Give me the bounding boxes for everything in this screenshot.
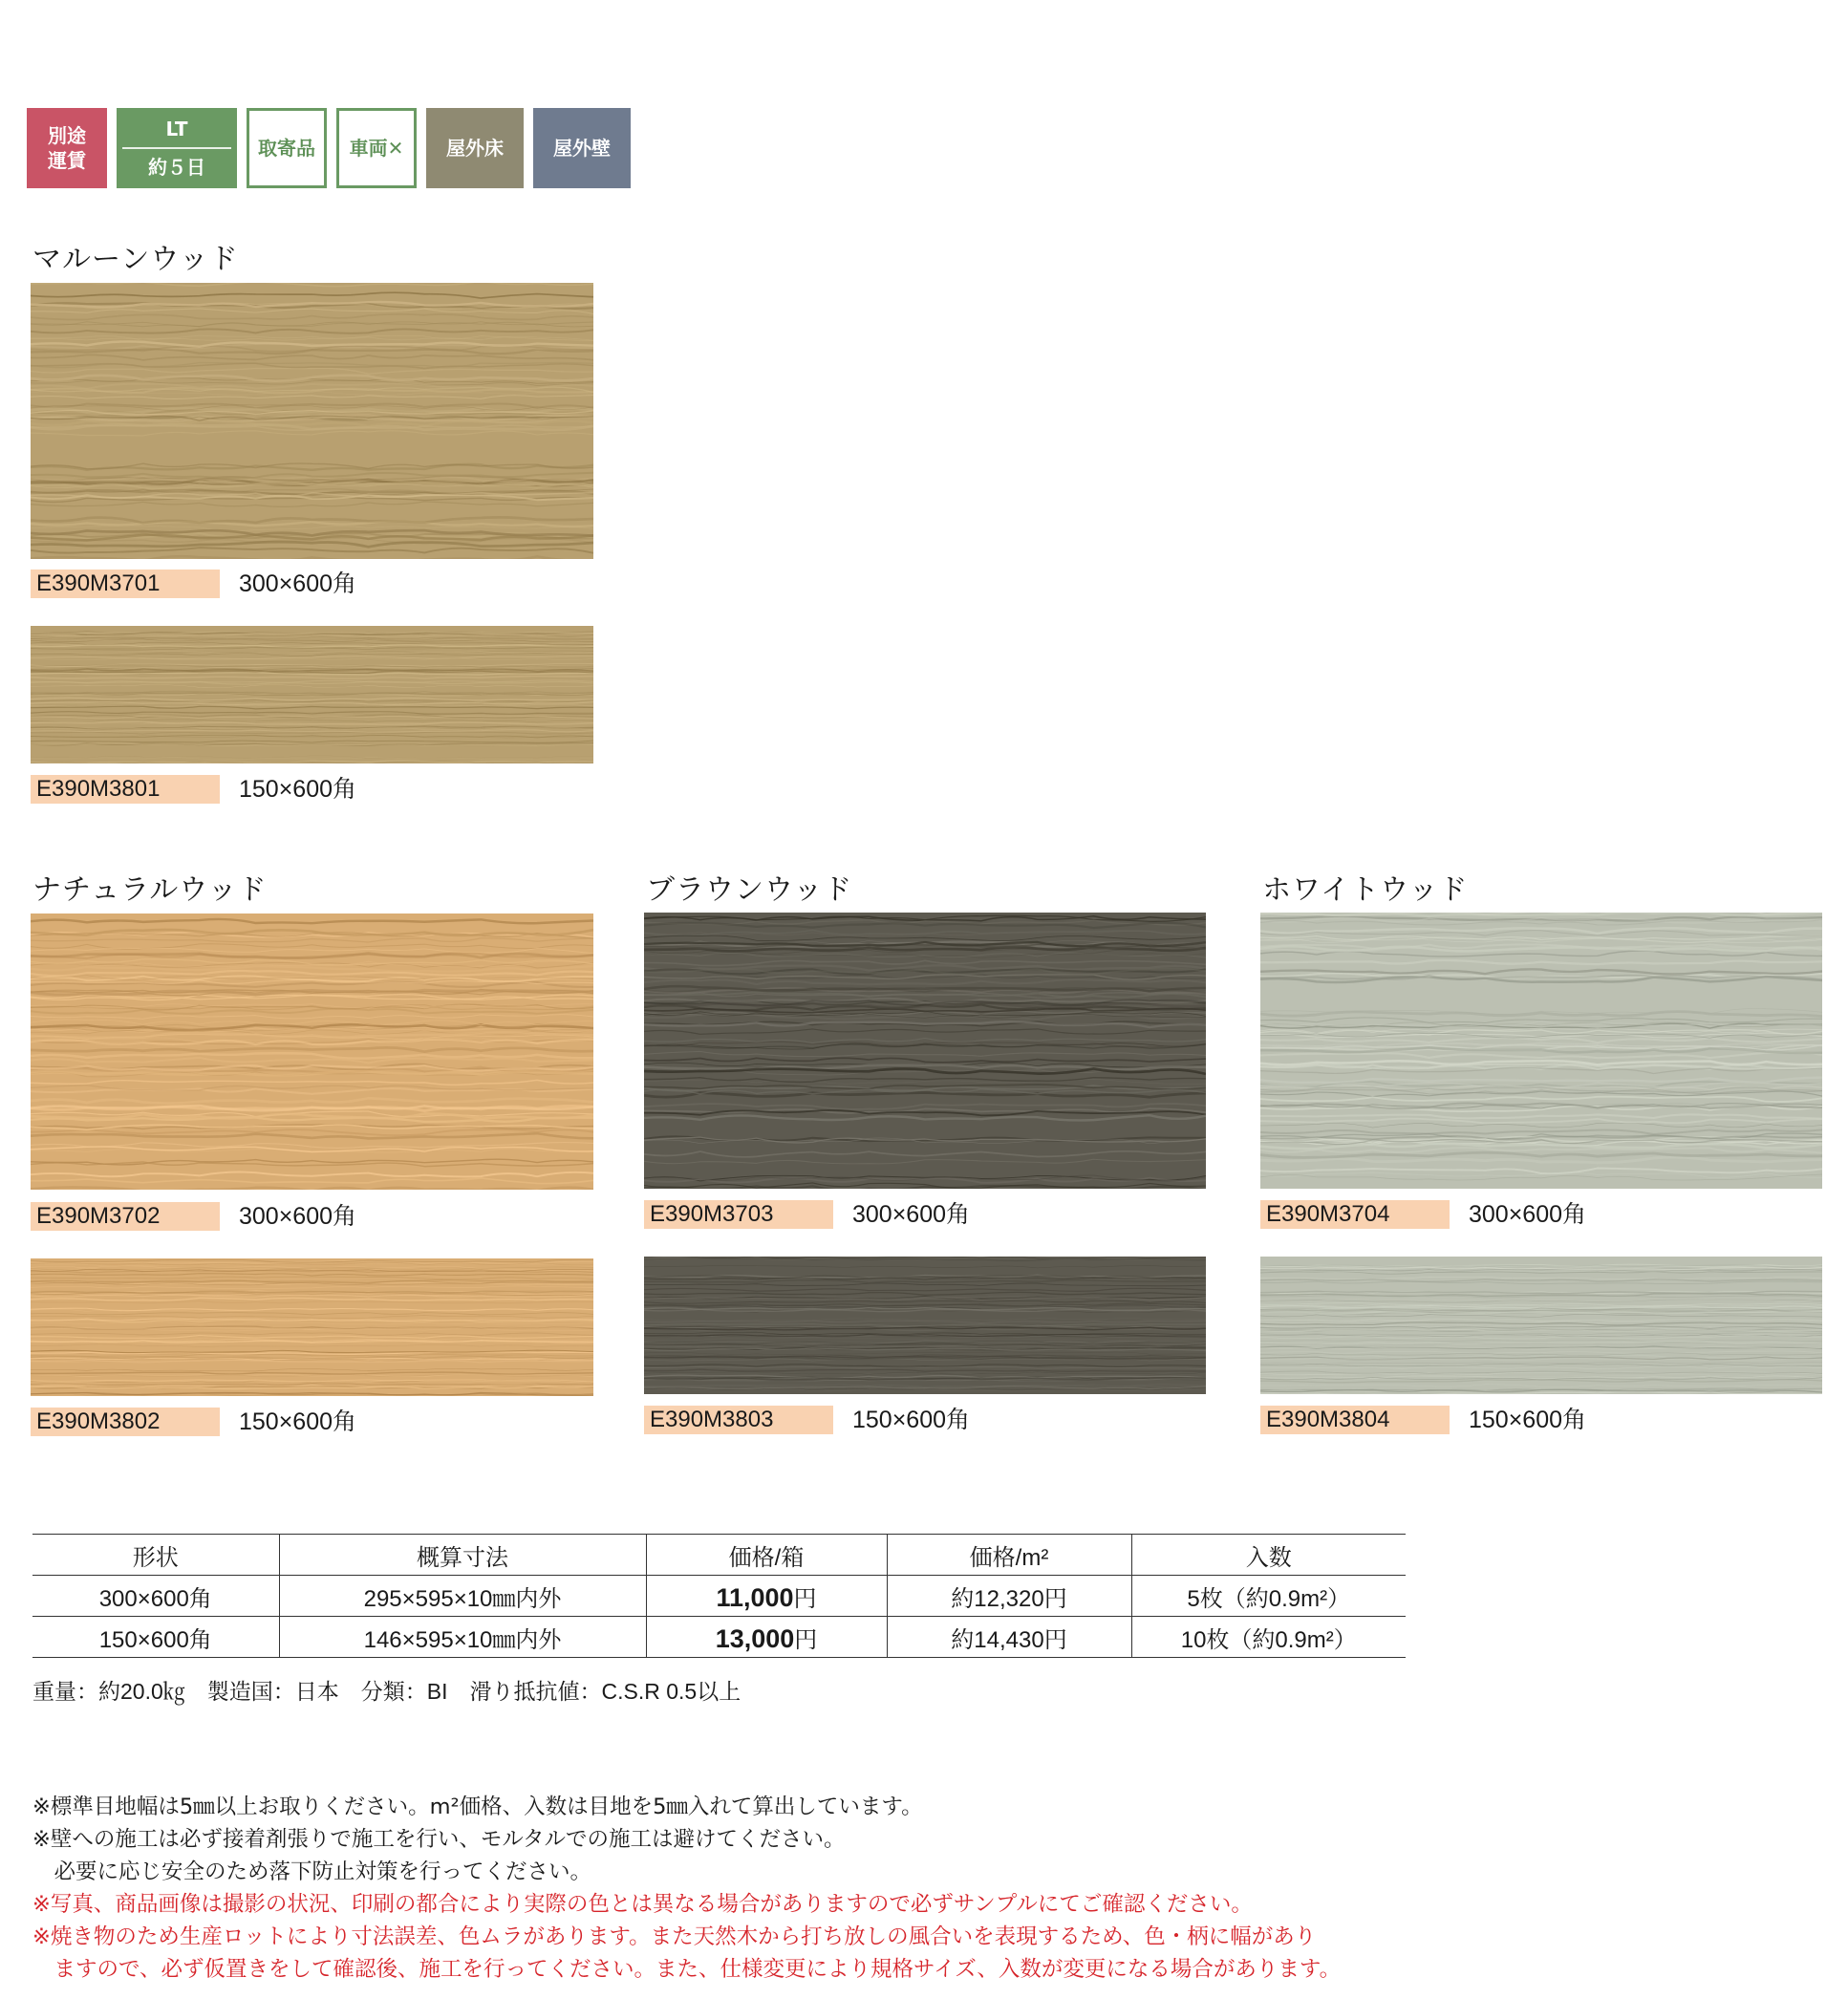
table-row <box>32 1617 1406 1658</box>
warning-line: ※写真、商品画像は撮影の状況、印刷の都合により実際の色とは異なる場合がありますので必ずサンプルにてご確認ください。 <box>32 1892 1253 1917</box>
series-title-white: ホワイトウッド <box>1262 873 1469 907</box>
product-size: 150×600角 <box>852 1407 971 1433</box>
product-code: E390M3701 <box>31 570 220 598</box>
cell-shape: 300×600角 <box>32 1576 279 1617</box>
product-size: 150×600角 <box>239 776 357 803</box>
wood-grain <box>644 1257 1206 1394</box>
product-code: E390M3702 <box>31 1202 220 1231</box>
wood-grain <box>31 283 593 559</box>
badge-order-item: 取寄品 <box>247 108 327 188</box>
cell-quantity: 10枚（約0.9m²） <box>1131 1617 1406 1658</box>
product-code: E390M3704 <box>1260 1200 1450 1229</box>
product-size: 300×600角 <box>1469 1201 1587 1228</box>
tile-image-brown-small <box>644 1257 1206 1394</box>
badge-text: 別途 <box>48 124 86 147</box>
badge-lead-time <box>117 108 237 188</box>
spec-line: 重量：約20.0㎏ 製造国：日本 分類：BI 滑り抵抗値：C.S.R 0.5以上 <box>32 1679 741 1704</box>
note-line: ※標準目地幅は5㎜以上お取りください。m²価格、入数は目地を5㎜入れて算出しています。 <box>32 1795 923 1819</box>
cell-price-box <box>646 1617 887 1658</box>
cell-price-m2: 約12,320円 <box>887 1576 1131 1617</box>
tile-image-white-large <box>1260 913 1822 1189</box>
product-size: 300×600角 <box>852 1201 971 1228</box>
product-size: 150×600角 <box>1469 1407 1587 1433</box>
cell-price-m2: 約14,430円 <box>887 1617 1131 1658</box>
badge-no-vehicle: 車両✕ <box>336 108 417 188</box>
wood-grain <box>31 1258 593 1396</box>
badge-separate-shipping <box>27 108 107 188</box>
product-code: E390M3801 <box>31 775 220 804</box>
spec-table <box>32 1534 1406 1658</box>
header-price-m2: 価格/m² <box>887 1535 1131 1576</box>
product-size: 300×600角 <box>239 570 357 597</box>
series-title-maroon: マルーンウッド <box>32 243 239 276</box>
wood-grain <box>31 914 593 1190</box>
tile-image-maroon-large <box>31 283 593 559</box>
price-unit: 円 <box>793 1585 817 1612</box>
wood-grain <box>1260 1257 1822 1394</box>
table-row <box>32 1576 1406 1617</box>
product-code: E390M3804 <box>1260 1406 1450 1434</box>
warning-line: ますので、必ず仮置きをして確認後、施工を行ってください。また、仕様変更により規格サイズ、入数が変更になる場合があります。 <box>32 1957 1342 1982</box>
badge-outdoor-floor: 屋外床 <box>426 108 524 188</box>
product-code: E390M3703 <box>644 1200 833 1229</box>
product-size: 150×600角 <box>239 1408 357 1435</box>
badge-outdoor-wall: 屋外壁 <box>533 108 631 188</box>
wood-grain <box>31 626 593 763</box>
warning-line: ※焼き物のため生産ロットにより寸法誤差、色ムラがあります。また天然木から打ち放しの風合いを表現するため、色・柄に幅があり <box>32 1924 1317 1949</box>
series-title-natural: ナチュラルウッド <box>32 873 268 907</box>
cell-quantity: 5枚（約0.9m²） <box>1131 1576 1406 1617</box>
price-value: 13,000 <box>715 1623 795 1653</box>
header-shape: 形状 <box>32 1535 279 1576</box>
badge-text: LT <box>122 117 231 149</box>
price-unit: 円 <box>794 1626 818 1653</box>
header-dimensions: 概算寸法 <box>279 1535 646 1576</box>
wood-grain <box>1260 913 1822 1189</box>
product-code: E390M3803 <box>644 1406 833 1434</box>
notes <box>32 1791 1341 1986</box>
price-value: 11,000 <box>716 1582 794 1612</box>
cell-price-box <box>646 1576 887 1617</box>
wood-grain <box>644 913 1206 1189</box>
note-line: 必要に応じ安全のため落下防止対策を行ってください。 <box>32 1859 592 1884</box>
header-price-box: 価格/箱 <box>646 1535 887 1576</box>
product-size: 300×600角 <box>239 1203 357 1230</box>
badge-text: 約５日 <box>148 156 205 179</box>
header-quantity: 入数 <box>1131 1535 1406 1576</box>
cell-dimensions: 146×595×10㎜内外 <box>279 1617 646 1658</box>
table-header-row <box>32 1535 1406 1576</box>
badge-text: 運賃 <box>48 149 86 172</box>
product-code: E390M3802 <box>31 1408 220 1436</box>
tile-image-white-small <box>1260 1257 1822 1394</box>
tile-image-natural-small <box>31 1258 593 1396</box>
tile-image-maroon-small <box>31 626 593 763</box>
tile-image-brown-large <box>644 913 1206 1189</box>
series-title-brown: ブラウンウッド <box>646 873 853 907</box>
cell-dimensions: 295×595×10㎜内外 <box>279 1576 646 1617</box>
tile-image-natural-large <box>31 914 593 1190</box>
note-line: ※壁への施工は必ず接着剤張りで施工を行い、モルタルでの施工は避けてください。 <box>32 1827 846 1852</box>
cell-shape: 150×600角 <box>32 1617 279 1658</box>
